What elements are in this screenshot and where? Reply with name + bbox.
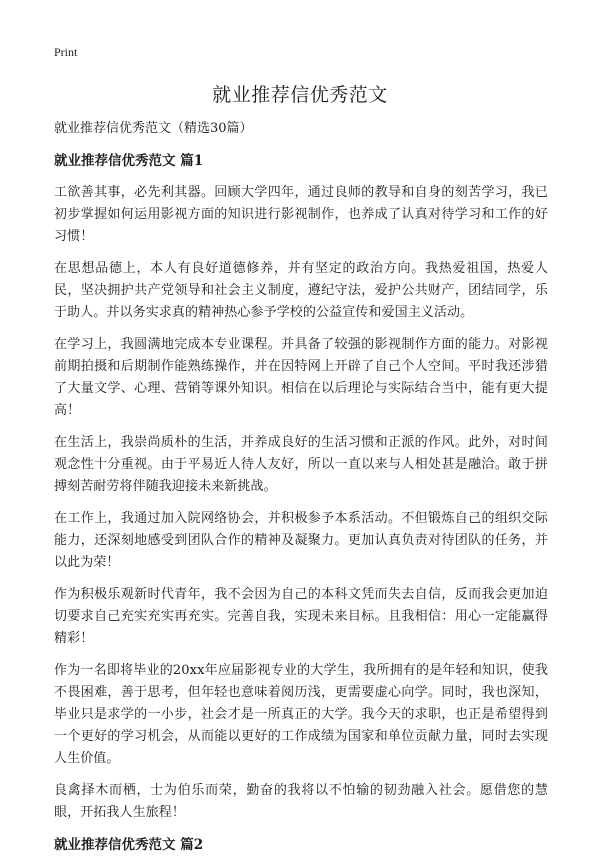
paragraph: 工欲善其事，必先利其器。回顾大学四年，通过良师的教导和自身的刻苦学习，我已初步掌握如何运用影视方面的知识进行影视制作，也养成了认真对待学习和工作的好习惯！ [54,185,548,244]
paragraph: 良禽择木而栖，士为伯乐而荣，勤奋的我将以不怕输的韧劲融入社会。愿借您的慧眼，开拓我人生旅程！ [54,783,548,820]
paragraph: 在生活上，我崇尚质朴的生活，并养成良好的生活习惯和正派的作风。此外，对时间观念性十分重视。由于平易近人待人友好，所以一直以来与人相处甚是融洽。敢于拼搏刻苦耐劳将伴随我迎接未来新挑战。 [54,435,548,494]
document-body [54,118,548,866]
page-title: 就业推荐信优秀范文 [212,84,388,106]
paragraph: 作为一名即将毕业的20xx年应届影视专业的大学生，我所拥有的是年轻和知识，使我不畏困难，善于思考，但年轻也意味着阅历浅，更需要虚心向学。同时，我也深知，毕业只是求学的一小步，社会才是一所真正的大学。我今天的求职，也正是希望得到一个更好的学习机会，从而能以更好的工作成绩为国家和单位贡献力量，同时去实现人生价值。 [54,663,548,766]
paragraph: 作为积极乐观新时代青年，我不会因为自己的本科文凭而失去自信，反而我会更加迫切要求自己充实充实再充实。完善自我，实现未来目标。且我相信：用心一定能赢得精彩！ [54,587,548,646]
document-subtitle: 就业推荐信优秀范文（精选30篇） [54,121,253,136]
paragraph: 在工作上，我通过加入院网络协会，并积极参予本系活动。不但锻炼自己的组织交际能力，还深刻地感受到团队合作的精神及凝聚力。更加认真负责对待团队的任务，并以此为荣！ [54,511,548,570]
paragraph: 在思想品德上，本人有良好道德修养，并有坚定的政治方向。我热爱祖国，热爱人民，坚决拥护共产党领导和社会主义制度，遵纪守法，爱护公共财产，团结同学，乐于助人。并以务实求真的精神热心参予学校的公益宣传和爱国主义活动。 [54,261,548,320]
section-heading-1: 就业推荐信优秀范文 篇1 [54,153,204,169]
print-link[interactable]: Print [54,45,78,59]
section-heading-2: 就业推荐信优秀范文 篇2 [54,837,204,853]
paragraph: 在学习上，我圆满地完成本专业课程。并具备了较强的影视制作方面的能力。对影视前期拍摄和后期制作能熟练操作，并在因特网上开辟了自己个人空间。平时我还涉猎了大量文学、心理、营销等课外知识。相信在以后理论与实际结合当中，能有更大提高！ [54,337,548,418]
